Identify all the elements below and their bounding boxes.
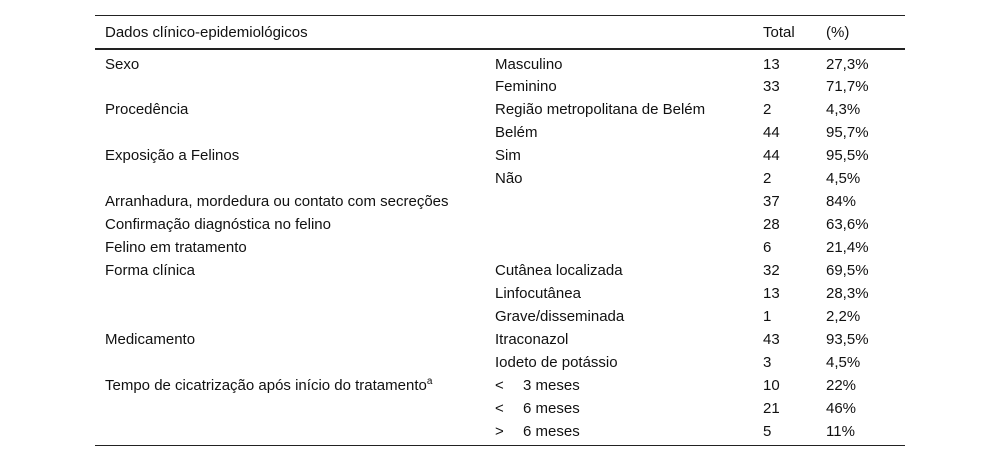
- row-total: 43: [763, 331, 780, 348]
- row-subcategory-label: Grave/disseminada: [495, 308, 625, 325]
- row-category: [95, 98, 485, 121]
- row-subcategory: [485, 351, 753, 374]
- table-row: [95, 236, 905, 259]
- row-subcategory-label: Cutânea localizada: [495, 262, 623, 279]
- row-subcategory: [485, 49, 753, 75]
- row-subcategory: [485, 144, 753, 167]
- row-subcategory-label: Feminino: [495, 78, 557, 95]
- row-subcategory: [485, 121, 753, 144]
- table-row: [95, 49, 905, 75]
- row-total: 13: [763, 285, 780, 302]
- header-percent: (%): [816, 16, 905, 50]
- table-row: [95, 351, 905, 374]
- row-total: 2: [763, 101, 772, 118]
- row-subcategory-label: Masculino: [495, 55, 563, 73]
- row-category: [95, 167, 485, 190]
- table-row: [95, 75, 905, 98]
- row-subcategory-label: Iodeto de potássio: [495, 354, 618, 371]
- table-row: [95, 397, 905, 420]
- row-percent: 2,2%: [826, 308, 861, 325]
- row-percent: 11%: [816, 420, 905, 446]
- row-category: [95, 144, 485, 167]
- row-category: [95, 420, 485, 446]
- row-percent: 21,4%: [826, 239, 869, 256]
- table-row: [95, 190, 905, 213]
- row-subcategory: [485, 167, 753, 190]
- row-category: [95, 374, 485, 397]
- table-row: [95, 420, 905, 446]
- row-total: 28: [763, 216, 780, 233]
- row-category: [95, 190, 485, 213]
- row-subcategory: [485, 397, 753, 420]
- row-subcategory: [485, 374, 753, 397]
- footnote-marker: a: [426, 376, 433, 387]
- row-category-label: Sexo: [105, 55, 140, 73]
- row-category: [95, 351, 485, 374]
- row-subcategory-label: Itraconazol: [495, 331, 569, 348]
- row-subcategory-label: 3 meses: [523, 377, 580, 394]
- table-header-row: [95, 16, 905, 50]
- row-total: 10: [763, 377, 780, 394]
- row-subcategory: [485, 98, 753, 121]
- row-percent: 4,3%: [826, 101, 861, 118]
- row-category-label: Medicamento: [105, 331, 196, 348]
- row-category: [95, 213, 485, 236]
- row-subcategory-label: Região metropolitana de Belém: [495, 101, 706, 118]
- row-category: [95, 397, 485, 420]
- row-percent: 22%: [826, 377, 857, 394]
- row-category: [95, 236, 485, 259]
- row-subcategory: [485, 190, 753, 213]
- row-percent: 46%: [826, 400, 857, 417]
- row-category-label: Felino em tratamento: [105, 239, 247, 256]
- row-subcategory: [485, 420, 753, 446]
- table-row: [95, 121, 905, 144]
- header-total: Total: [753, 16, 816, 50]
- row-subcategory: [485, 75, 753, 98]
- row-total: 1: [763, 308, 772, 325]
- table-row: [95, 282, 905, 305]
- row-percent: 27,3%: [826, 55, 869, 73]
- row-total: 13: [763, 55, 780, 73]
- header-category: Dados clínico-epidemiológicos: [95, 16, 485, 50]
- row-category: [95, 305, 485, 328]
- row-category: [95, 328, 485, 351]
- row-percent: 84%: [826, 193, 857, 210]
- row-total: 33: [763, 78, 780, 95]
- table-row: [95, 144, 905, 167]
- row-category-label: Forma clínica: [105, 262, 196, 279]
- table-row: [95, 167, 905, 190]
- row-category: [95, 282, 485, 305]
- row-percent: 4,5%: [826, 170, 861, 187]
- row-subcategory-label: Belém: [495, 124, 538, 141]
- row-subcategory: [485, 236, 753, 259]
- row-subcategory: [485, 305, 753, 328]
- comparison-symbol: <: [495, 377, 504, 394]
- row-total: 6: [763, 239, 772, 256]
- row-percent: 93,5%: [826, 331, 869, 348]
- row-subcategory: [485, 213, 753, 236]
- row-category-label: Procedência: [105, 101, 189, 118]
- row-percent: 69,5%: [826, 262, 869, 279]
- row-total: 44: [763, 147, 780, 164]
- row-percent: 71,7%: [826, 78, 869, 95]
- table-row: [95, 374, 905, 397]
- row-category: [95, 259, 485, 282]
- table-body: [95, 49, 905, 446]
- row-category-label: Exposição a Felinos: [105, 147, 240, 164]
- row-percent: 4,5%: [826, 354, 861, 371]
- row-subcategory-label: Linfocutânea: [495, 285, 581, 302]
- row-subcategory-label: 6 meses: [523, 400, 580, 417]
- row-subcategory: [485, 259, 753, 282]
- row-subcategory-label: Sim: [495, 147, 521, 164]
- table-row: [95, 98, 905, 121]
- header-subcategory: [485, 16, 753, 50]
- row-category-label: Tempo de cicatrização após início do tratamento: [105, 377, 427, 394]
- row-percent: 63,6%: [826, 216, 869, 233]
- row-category: [95, 121, 485, 144]
- row-subcategory-label: 6 meses: [523, 423, 580, 440]
- table-row: [95, 213, 905, 236]
- row-subcategory: [485, 328, 753, 351]
- table-row: [95, 328, 905, 351]
- row-total: 44: [763, 124, 780, 141]
- row-total: 37: [763, 193, 780, 210]
- clinical-data-table: [95, 15, 905, 446]
- row-total: 3: [763, 354, 772, 371]
- row-total: 32: [763, 262, 780, 279]
- row-category: [95, 49, 485, 75]
- row-category-label: Arranhadura, mordedura ou contato com secreções: [105, 193, 449, 210]
- row-percent: 28,3%: [826, 285, 869, 302]
- row-subcategory-label: Não: [495, 170, 523, 187]
- comparison-symbol: >: [495, 423, 504, 440]
- table-row: [95, 305, 905, 328]
- row-percent: 95,7%: [826, 124, 869, 141]
- comparison-symbol: <: [495, 400, 504, 417]
- row-total: 21: [763, 400, 780, 417]
- row-category: [95, 75, 485, 98]
- row-total: 5: [753, 420, 816, 446]
- row-percent: 95,5%: [826, 147, 869, 164]
- row-category-label: Confirmação diagnóstica no felino: [105, 216, 331, 233]
- row-subcategory: [485, 282, 753, 305]
- table-row: [95, 259, 905, 282]
- row-total: 2: [763, 170, 772, 187]
